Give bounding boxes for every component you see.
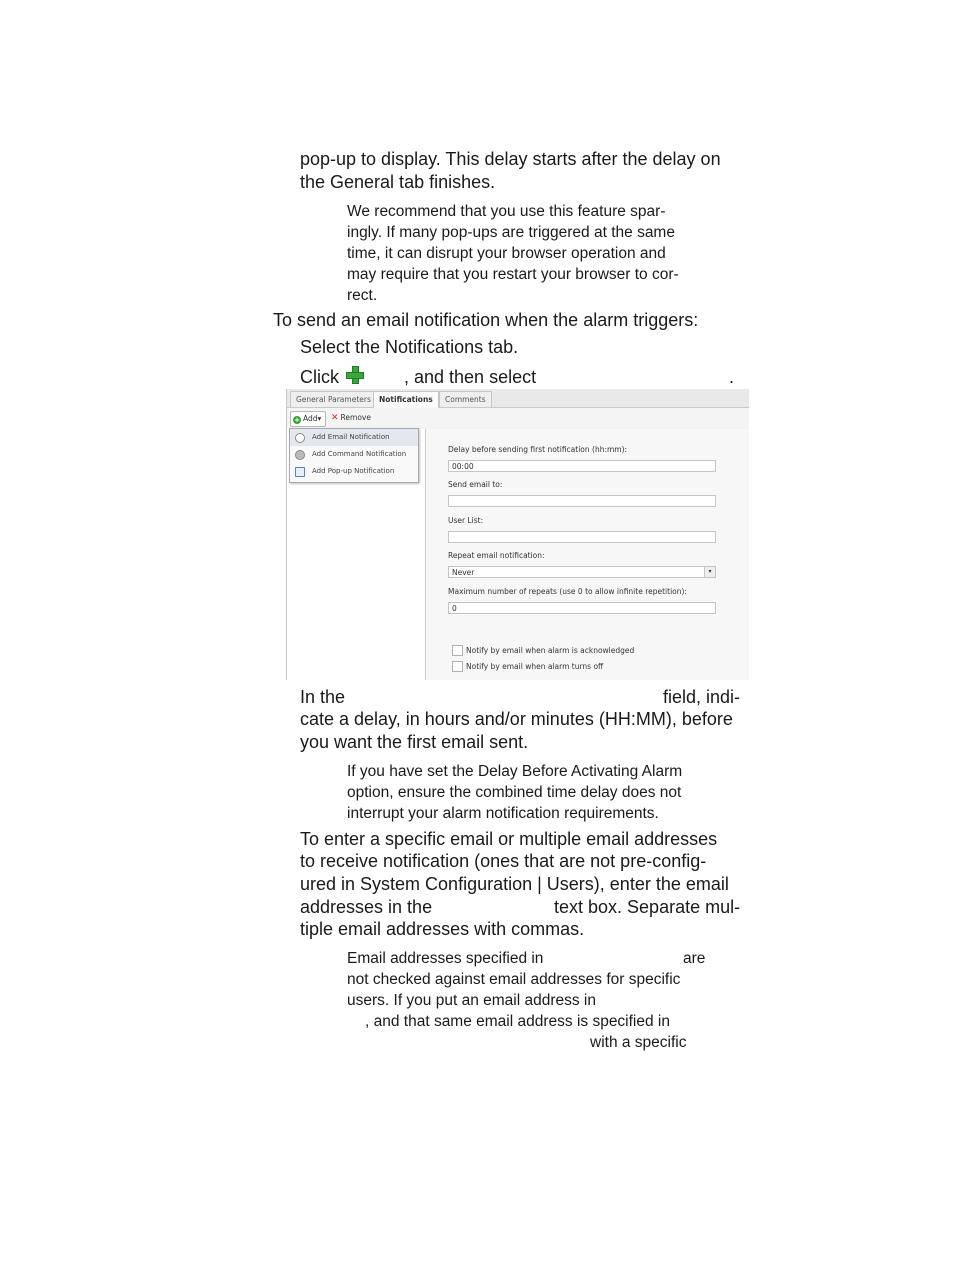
- delay-step-line-1-pre: In the: [300, 687, 346, 707]
- user-list-input[interactable]: [448, 531, 716, 543]
- email-step-line-1: To enter a specific email or multiple email addresses: [300, 829, 718, 849]
- note-2-line-2: option, ensure the combined time delay does not: [347, 784, 682, 801]
- notify-acknowledged-label: Notify by email when alarm is acknowledged: [466, 646, 635, 655]
- intro-line-1: pop-up to display. This delay starts after the delay on: [300, 149, 721, 169]
- repeat-email-value: Never: [452, 568, 475, 577]
- remove-x-icon: ✕: [331, 413, 339, 423]
- note-1-line-4: may require that you restart your browser to cor-: [347, 266, 679, 283]
- tab-notifications[interactable]: Notifications: [373, 391, 439, 408]
- email-step-line-5: tiple email addresses with commas.: [300, 919, 585, 939]
- send-email-to-input[interactable]: [448, 495, 716, 507]
- email-step-line-2: to receive notification (ones that are not pre-config-: [300, 851, 707, 871]
- menu-item-add-command-notification[interactable]: [290, 446, 418, 463]
- notify-turns-off-label: Notify by email when alarm turns off: [466, 662, 604, 671]
- menu-item-add-email-notification[interactable]: [290, 429, 418, 446]
- green-plus-icon: [346, 366, 364, 384]
- send-email-to-label: Send email to:: [448, 480, 503, 489]
- note-1-line-5: rect.: [347, 287, 378, 304]
- email-step-line-4-pre: addresses in the: [300, 897, 433, 917]
- delay-step-line-3: you want the first email sent.: [300, 732, 529, 752]
- remove-button-label: Remove: [340, 413, 371, 422]
- note-1-line-3: time, it can disrupt your browser operation and: [347, 245, 666, 262]
- delay-label: Delay before sending first notification (hh:mm):: [448, 445, 628, 454]
- notify-turns-off-checkbox[interactable]: [452, 661, 463, 672]
- note-2-line-1: If you have set the Delay Before Activating Alarm: [347, 763, 683, 780]
- email-notification-icon: [295, 433, 305, 443]
- menu-item-add-popup-notification[interactable]: [290, 463, 418, 480]
- note-3-line-5: with a specific: [590, 1034, 687, 1051]
- note-1-line-2: ingly. If many pop-ups are triggered at the same: [347, 224, 675, 241]
- intro-line-2: the General tab finishes.: [300, 172, 496, 192]
- email-step-line-3: ured in System Configuration | Users), enter the email: [300, 874, 729, 894]
- gear-icon: [295, 450, 305, 460]
- user-list-label: User List:: [448, 516, 484, 525]
- email-step-line-4-post: text box. Separate mul-: [554, 897, 741, 917]
- chevron-down-icon[interactable]: ▾: [704, 567, 715, 577]
- menu-item-label: Add Email Notification: [312, 433, 390, 441]
- note-1-line-1: We recommend that you use this feature spar-: [347, 203, 666, 220]
- add-plus-icon: +: [294, 416, 300, 424]
- add-button[interactable]: [290, 411, 326, 427]
- add-dropdown-menu: [289, 428, 419, 483]
- note-3-line-1-post: are: [683, 950, 706, 967]
- notification-toolbar: [287, 408, 749, 428]
- step-click-continuation: , and then select: [404, 367, 537, 387]
- step-click-end: .: [729, 367, 735, 387]
- repeat-email-select[interactable]: [448, 566, 716, 578]
- procedure-heading: To send an email notification when the alarm triggers:: [273, 310, 699, 330]
- note-2-line-3: interrupt your alarm notification requirements.: [347, 805, 659, 822]
- notifications-screenshot: [286, 389, 749, 680]
- max-repeats-input[interactable]: 0: [448, 602, 716, 614]
- note-3-line-3: users. If you put an email address in: [347, 992, 596, 1009]
- max-repeats-label: Maximum number of repeats (use 0 to allow infinite repetition):: [448, 587, 687, 596]
- note-3-line-4: , and that same email address is specified in: [365, 1013, 670, 1030]
- delay-input[interactable]: 00:00: [448, 460, 716, 472]
- remove-button[interactable]: [331, 411, 371, 425]
- step-select-tab: Select the Notifications tab.: [300, 337, 519, 357]
- add-dropdown-arrow-icon: ▾: [317, 414, 322, 423]
- note-3-line-1-pre: Email addresses specified in: [347, 950, 544, 967]
- tab-general-parameters[interactable]: General Parameters: [290, 391, 377, 407]
- tab-bar: [287, 389, 749, 408]
- delay-step-line-2: cate a delay, in hours and/or minutes (HH:MM), before: [300, 709, 733, 729]
- note-3-line-2: not checked against email addresses for specific: [347, 971, 681, 988]
- notify-acknowledged-checkbox[interactable]: [452, 645, 463, 656]
- tab-comments[interactable]: Comments: [439, 391, 492, 407]
- repeat-email-label: Repeat email notification:: [448, 551, 545, 560]
- menu-item-label: Add Command Notification: [312, 450, 407, 458]
- window-icon: [295, 467, 305, 477]
- delay-step-line-1-post: field, indi-: [663, 687, 741, 707]
- add-button-label: Add: [303, 414, 318, 423]
- step-click-label: Click: [300, 367, 339, 387]
- email-notification-form: [427, 429, 749, 680]
- menu-item-label: Add Pop-up Notification: [312, 467, 395, 475]
